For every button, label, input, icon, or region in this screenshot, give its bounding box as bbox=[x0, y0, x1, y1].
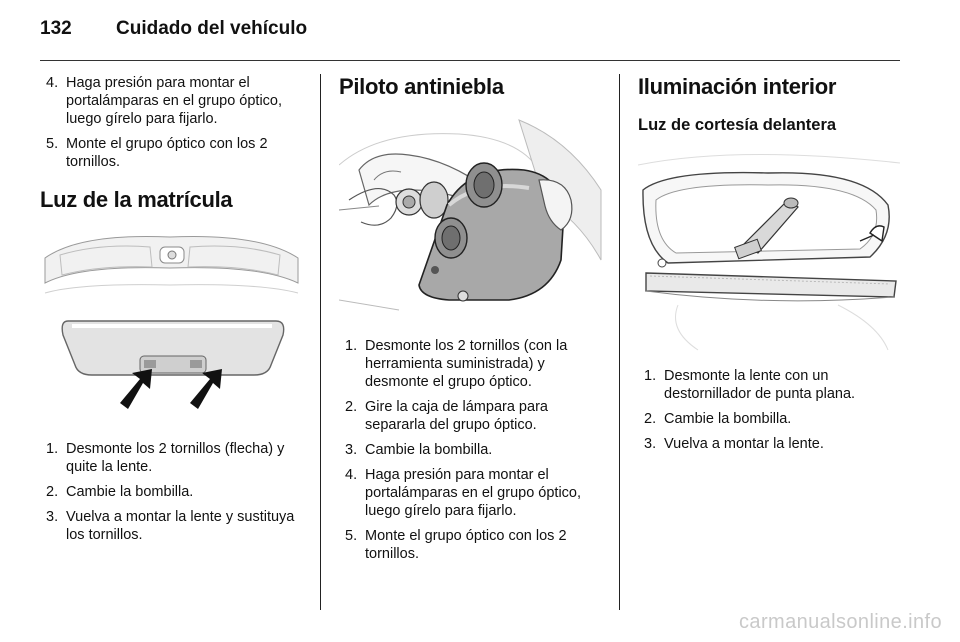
license-plate-light-illustration bbox=[40, 223, 303, 428]
fog-light-steps-list bbox=[339, 337, 605, 563]
list-item: 1. Desmonte los 2 tornillos (flecha) y quite la lente. bbox=[46, 441, 285, 475]
list-item: 1. Desmonte los 2 tornillos (con la herramienta suministrada) y desmonte el grupo óptico. bbox=[345, 338, 568, 390]
subsection-title-courtesy-light: Luz de cortesía delantera bbox=[638, 116, 837, 134]
courtesy-light-steps-list bbox=[638, 367, 903, 453]
courtesy-light-illustration bbox=[638, 145, 901, 355]
header-divider bbox=[40, 60, 900, 61]
list-item: 4. Haga presión para montar el portalámparas en el grupo óptico, luego gírelo para fijarlo. bbox=[46, 75, 283, 127]
license-plate-steps-list bbox=[40, 440, 305, 544]
list-item: 1. Desmonte la lente con un destornillador de punta plana. bbox=[644, 368, 856, 402]
continued-steps-list bbox=[40, 74, 305, 171]
watermark: carmanualsonline.info bbox=[739, 611, 942, 633]
column-1 bbox=[40, 74, 305, 551]
section-title-license-plate: Luz de la matrícula bbox=[40, 187, 233, 212]
list-item: 5. Monte el grupo óptico con los 2 tornillos. bbox=[46, 136, 268, 170]
column-3 bbox=[638, 74, 903, 460]
list-item: 3. Cambie la bombilla. bbox=[345, 442, 493, 458]
page-header bbox=[40, 18, 920, 44]
list-item: 3. Vuelva a montar la lente y sustituya los tornillos. bbox=[46, 509, 295, 543]
page-number: 132 bbox=[40, 18, 72, 39]
section-title-fog-light: Piloto antiniebla bbox=[339, 74, 504, 99]
section-title-interior-lighting: Iluminación interior bbox=[638, 74, 837, 99]
column-divider-2 bbox=[619, 74, 620, 610]
list-item: 2. Gire la caja de lámpara para separarla del grupo óptico. bbox=[345, 399, 548, 433]
list-item: 3. Vuelva a montar la lente. bbox=[644, 436, 824, 452]
list-item: 2. Cambie la bombilla. bbox=[46, 484, 194, 500]
page-title: Cuidado del vehículo bbox=[116, 18, 308, 39]
column-divider-1 bbox=[320, 74, 321, 610]
list-item: 2. Cambie la bombilla. bbox=[644, 411, 792, 427]
column-2 bbox=[339, 74, 605, 570]
fog-light-illustration bbox=[339, 110, 603, 325]
list-item: 4. Haga presión para montar el portalámparas en el grupo óptico, luego gírelo para fijarlo. bbox=[345, 467, 582, 519]
list-item: 5. Monte el grupo óptico con los 2 tornillos. bbox=[345, 528, 567, 562]
